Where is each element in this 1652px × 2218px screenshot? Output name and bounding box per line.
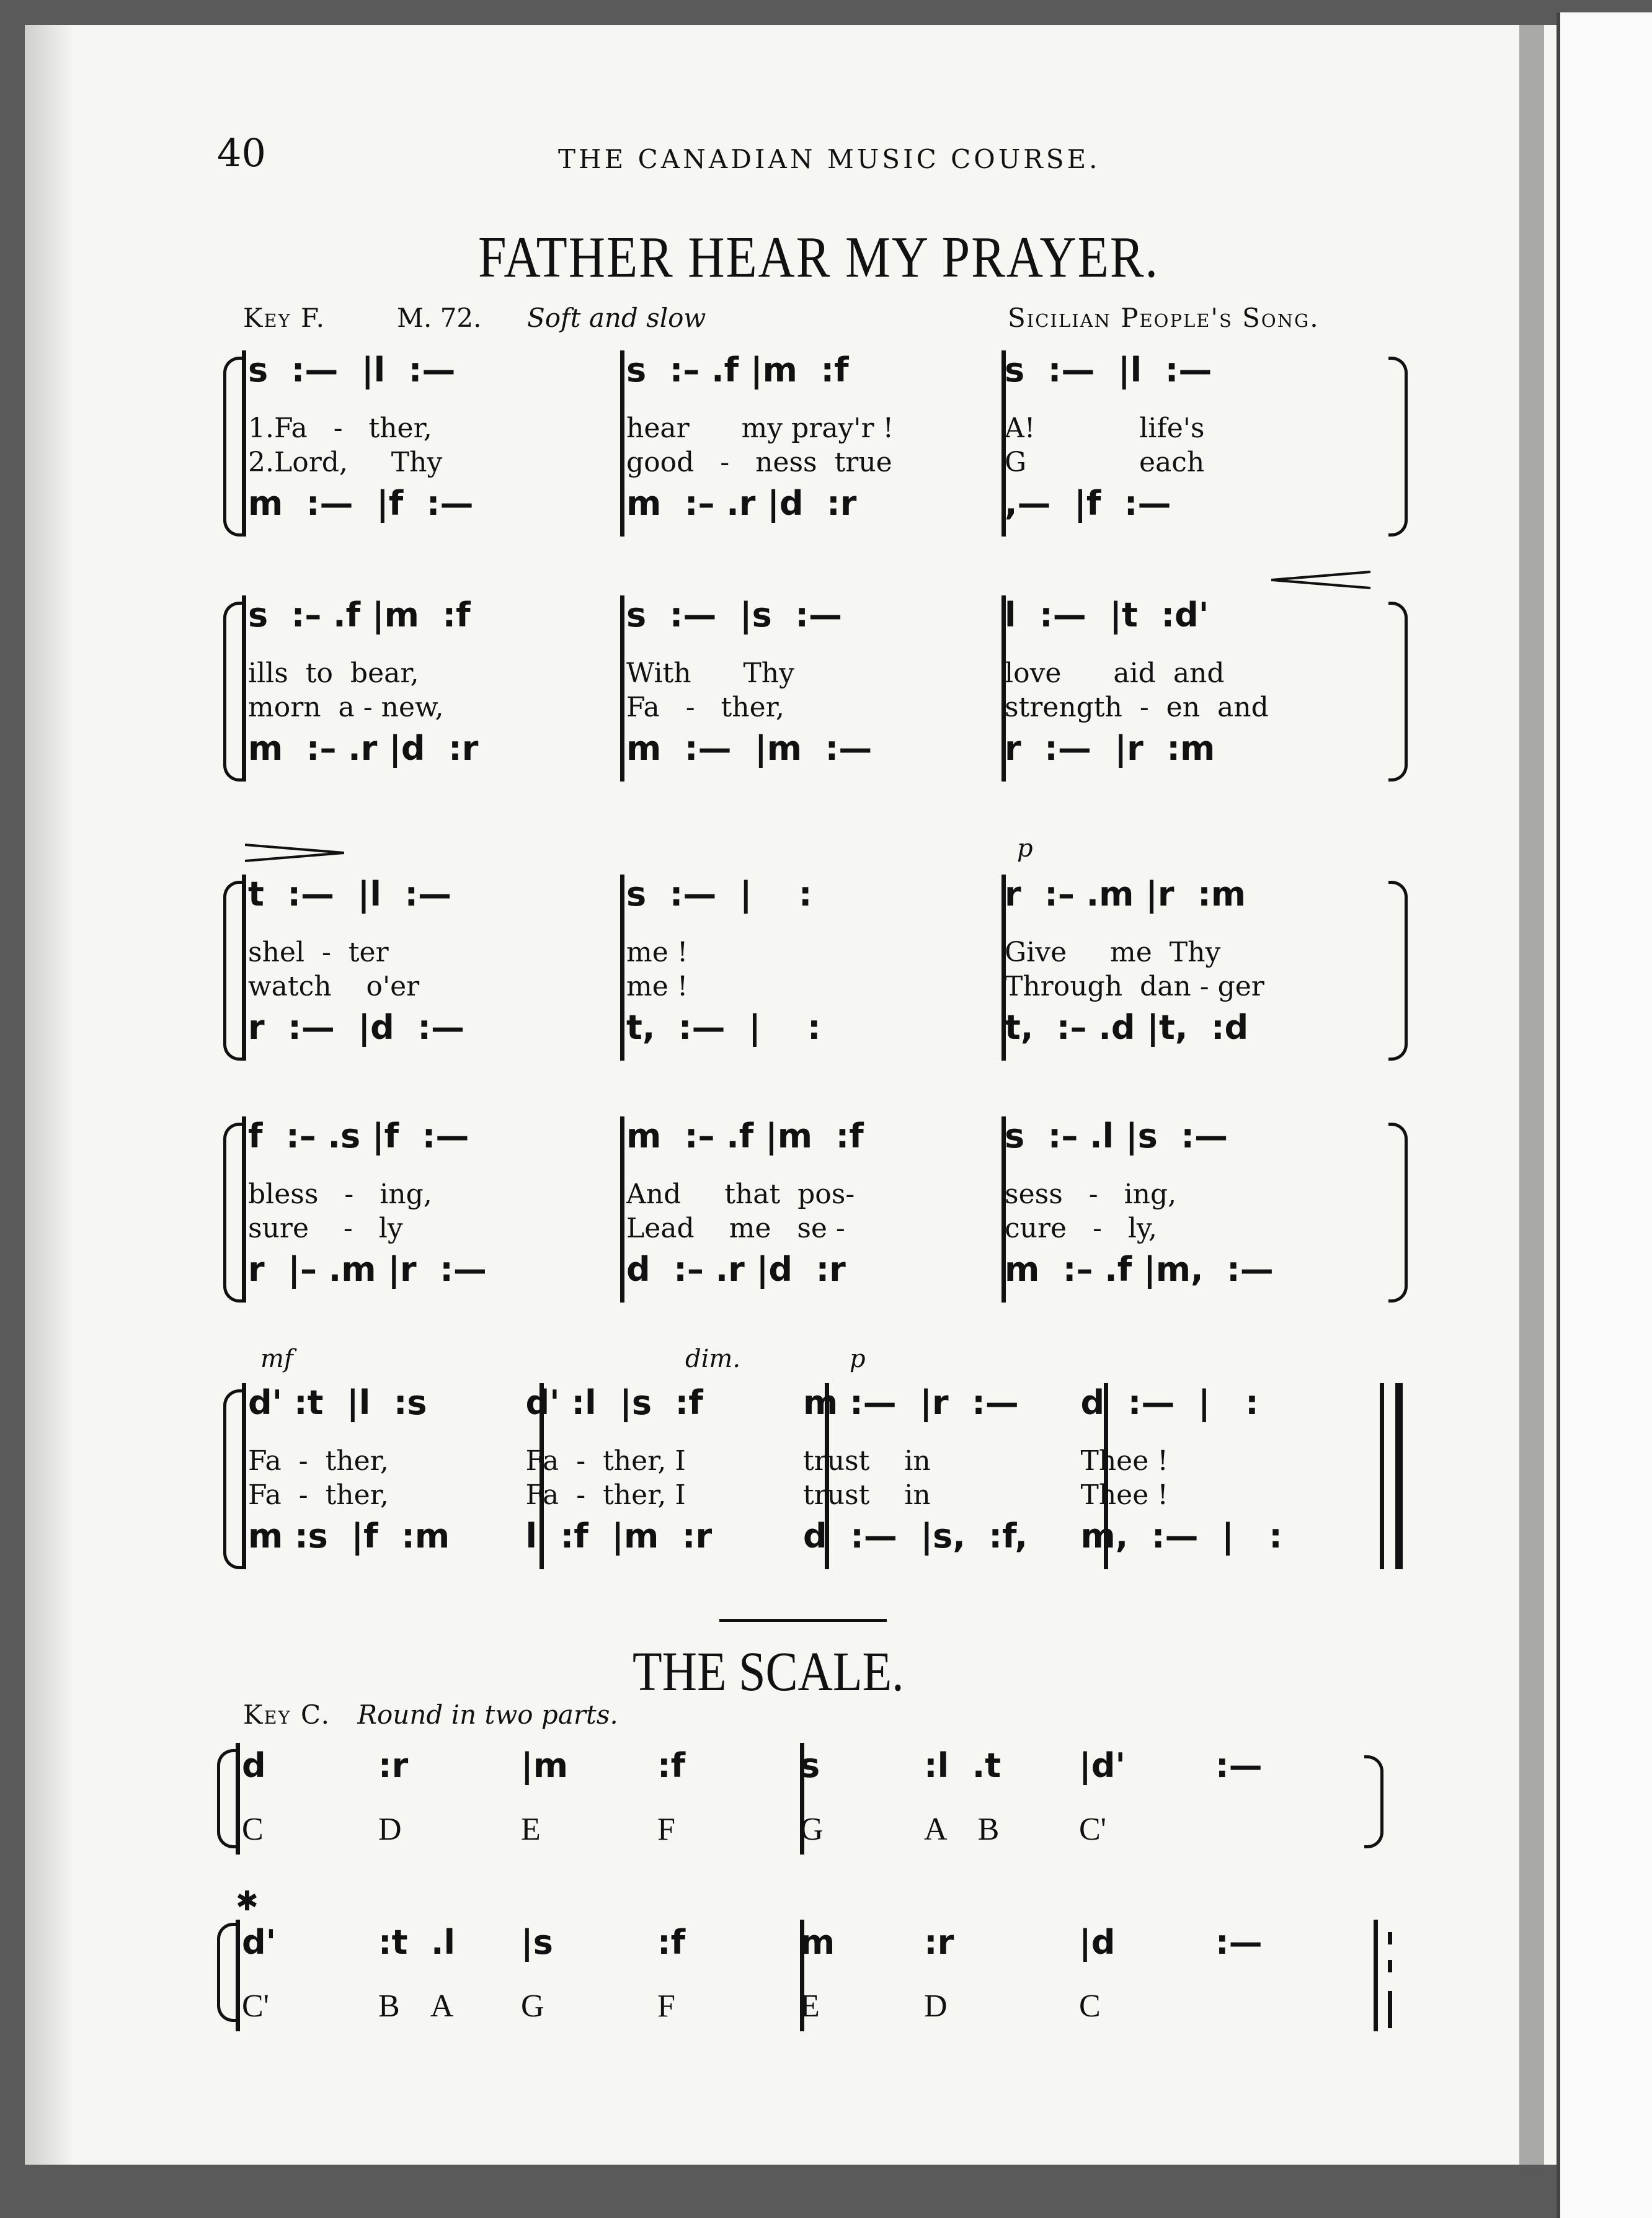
- note-group: r :— |d :—: [248, 1008, 464, 1047]
- bar-line: [242, 350, 246, 537]
- scale-letter: F: [657, 1989, 675, 2024]
- lyric-group: shel - ter: [248, 937, 389, 968]
- note-group: r :— |r :m: [1005, 729, 1215, 768]
- page-edge-band: [1519, 25, 1544, 2165]
- lyric-group: Give me Thy: [1005, 937, 1221, 968]
- verse-1-lyrics: [248, 412, 1383, 444]
- scale-brace-right: [1364, 1755, 1383, 1848]
- verse-2-lyrics: [248, 692, 1383, 723]
- lyric-group: good - ness true: [626, 447, 892, 478]
- bar-line: [236, 1743, 240, 1855]
- lyric-group: bless - ing,: [248, 1178, 432, 1210]
- song-key: Key F.: [243, 303, 326, 333]
- system-brace-left: [223, 1389, 242, 1569]
- system-brace-right: [1388, 357, 1408, 537]
- treble-notes-row: [248, 350, 1383, 390]
- system-brace-right: [1388, 1123, 1408, 1303]
- verse-2-lyrics: [248, 1213, 1383, 1244]
- scale-note: :l .t: [924, 1746, 1001, 1785]
- note-group: m :– .r |d :r: [626, 484, 857, 523]
- bass-notes-row: [248, 484, 1383, 523]
- scale-meta: [243, 1699, 618, 1730]
- scale-letter: C: [1079, 1989, 1101, 2024]
- round-entry-marker: ✱: [236, 1886, 259, 1917]
- scale-letter: E: [800, 1989, 820, 2024]
- scale-brace-left: [217, 1923, 236, 2022]
- scale-title: THE SCALE.: [633, 1640, 904, 1703]
- lyric-group: me !: [626, 937, 688, 968]
- lyric-group: trust in: [803, 1445, 931, 1477]
- repeat-dot: [1388, 1960, 1392, 1972]
- note-group: d :– .r |d :r: [626, 1250, 846, 1289]
- scale-note: |m: [521, 1746, 568, 1785]
- treble-notes-row: [248, 1383, 1358, 1422]
- scale-letter: F: [657, 1812, 675, 1847]
- treble-notes-row: [248, 1116, 1383, 1156]
- note-group: s :— | :: [626, 875, 812, 914]
- scale-note: :r: [924, 1923, 954, 1962]
- scale-line-1-notes: [242, 1746, 1290, 1785]
- note-group: ,— |f :—: [1005, 484, 1171, 523]
- scale-letter: C': [1079, 1812, 1107, 1847]
- lyric-group: strength - en and: [1005, 692, 1269, 723]
- bar-line: [242, 1116, 246, 1303]
- note-group: t, :— | :: [626, 1008, 821, 1047]
- scale-note: |d': [1079, 1746, 1126, 1785]
- scale-letter: E: [521, 1812, 541, 1847]
- lyric-group: trust in: [803, 1479, 931, 1511]
- lyric-group: And that pos-: [626, 1178, 855, 1210]
- note-group: d' :l |s :f: [525, 1383, 703, 1422]
- note-group: m :— |m :—: [626, 729, 873, 768]
- note-group: r :– .m |r :m: [1005, 875, 1246, 914]
- final-double-bar: [1380, 1383, 1384, 1569]
- music-system-2: [217, 589, 1408, 800]
- verse-1-lyrics: [248, 657, 1383, 689]
- system-brace-left: [223, 357, 242, 537]
- song-metronome: M. 72.: [397, 303, 482, 333]
- scale-letter: D: [378, 1812, 402, 1847]
- lyric-group: G each: [1005, 447, 1205, 478]
- song-tempo: Soft and slow: [527, 303, 706, 333]
- note-group: s :— |l :—: [1005, 350, 1212, 390]
- treble-notes-row: [248, 875, 1383, 914]
- scale-note: :t .l: [378, 1923, 456, 1962]
- scale-note: s: [800, 1746, 820, 1785]
- note-group: d' :t |l :s: [248, 1383, 427, 1422]
- lyric-group: Fa - ther,: [248, 1479, 389, 1511]
- note-group: d :— | :: [1080, 1383, 1259, 1422]
- note-group: t :— |l :—: [248, 875, 452, 914]
- scale-letter: G: [521, 1989, 544, 2024]
- note-group: l :f |m :r: [525, 1517, 713, 1556]
- page-number: 40: [217, 130, 266, 176]
- repeat-bar: [1388, 1991, 1392, 2028]
- lyric-group: 1.Fa - ther,: [248, 412, 432, 444]
- dynamic-diminuendo: dim.: [685, 1345, 741, 1373]
- running-title: THE CANADIAN MUSIC COURSE.: [558, 144, 1101, 174]
- system-brace-left: [223, 1123, 242, 1303]
- music-system-4: [217, 1110, 1408, 1321]
- note-group: f :– .s |f :—: [248, 1116, 469, 1156]
- note-group: d :— |s, :f,: [803, 1517, 1028, 1556]
- lyric-group: Lead me se -: [626, 1213, 845, 1244]
- dynamic-piano: p: [1017, 834, 1033, 863]
- song-title: FATHER HEAR MY PRAYER.: [477, 225, 1160, 290]
- scale-note: |s: [521, 1923, 553, 1962]
- music-system-5: [217, 1377, 1408, 1588]
- bar-line: [236, 1920, 240, 2031]
- final-double-bar: [1395, 1383, 1403, 1569]
- scale-line-2-notes: [242, 1923, 1290, 1962]
- lyric-group: watch o'er: [248, 971, 420, 1002]
- lyric-group: Thee !: [1080, 1479, 1168, 1511]
- scale-note: :—: [1215, 1923, 1263, 1962]
- system-brace-right: [1388, 881, 1408, 1061]
- note-group: s :– .l |s :—: [1005, 1116, 1228, 1156]
- lyric-group: Fa - ther,: [626, 692, 784, 723]
- verse-2-lyrics: [248, 971, 1383, 1002]
- scale-letter: C: [242, 1812, 264, 1847]
- dynamic-piano-2: p: [850, 1345, 866, 1373]
- bar-line: [242, 1383, 246, 1569]
- scale-note: m: [800, 1923, 835, 1962]
- lyric-group: sess - ing,: [1005, 1178, 1177, 1210]
- scale-letter: G: [800, 1812, 824, 1847]
- verse-1-lyrics: [248, 1445, 1358, 1477]
- system-brace-left: [223, 602, 242, 782]
- music-system-3: [217, 868, 1408, 1079]
- scale-letter: C': [242, 1989, 270, 2024]
- lyric-group: Through dan - ger: [1005, 971, 1264, 1002]
- note-group: m :– .f |m :f: [626, 1116, 864, 1156]
- bass-notes-row: [248, 1517, 1358, 1556]
- note-group: r |– .m |r :—: [248, 1250, 487, 1289]
- lyric-group: sure - ly: [248, 1213, 403, 1244]
- scale-note: |d: [1079, 1923, 1116, 1962]
- note-group: m :— |f :—: [248, 484, 474, 523]
- lyric-group: morn a - new,: [248, 692, 444, 723]
- note-group: s :— |s :—: [626, 595, 842, 635]
- lyric-group: With Thy: [626, 657, 795, 689]
- system-brace-left: [223, 881, 242, 1061]
- repeat-dot: [1388, 1932, 1392, 1944]
- scale-letter: A B: [924, 1812, 1000, 1847]
- note-group: m :– .f |m, :—: [1005, 1250, 1274, 1289]
- note-group: s :– .f |m :f: [626, 350, 849, 390]
- lyric-group: ills to bear,: [248, 657, 419, 689]
- scale-note: :r: [378, 1746, 409, 1785]
- section-divider: [719, 1619, 887, 1622]
- bar-line: [242, 875, 246, 1061]
- scale-note: :f: [657, 1923, 686, 1962]
- scale-note: d': [242, 1923, 277, 1962]
- bass-notes-row: [248, 1008, 1383, 1047]
- note-group: m :– .r |d :r: [248, 729, 479, 768]
- lyric-group: Fa - ther, I: [525, 1479, 686, 1511]
- lyric-group: love aid and: [1005, 657, 1225, 689]
- scale-note: d: [242, 1746, 266, 1785]
- lyric-group: Fa - ther, I: [525, 1445, 686, 1477]
- bass-notes-row: [248, 1250, 1383, 1289]
- decrescendo-hairpin: [245, 844, 344, 862]
- scale-letter: B A: [378, 1989, 454, 2024]
- lyric-group: A! life's: [1005, 412, 1205, 444]
- lyric-group: 2.Lord, Thy: [248, 447, 443, 478]
- note-group: l :— |t :d': [1005, 595, 1209, 635]
- crescendo-hairpin: [1271, 571, 1370, 589]
- page-gutter-shadow: [25, 25, 74, 2165]
- repeat-bar: [1374, 1920, 1378, 2031]
- scanner-margin: [1557, 12, 1652, 2218]
- lyric-group: cure - ly,: [1005, 1213, 1157, 1244]
- dynamic-mezzo-forte: mf: [260, 1345, 293, 1373]
- scale-key: Key C.: [243, 1699, 331, 1730]
- scale-note: :—: [1215, 1746, 1263, 1785]
- verse-2-lyrics: [248, 447, 1383, 478]
- system-brace-right: [1388, 602, 1408, 782]
- note-group: s :– .f |m :f: [248, 595, 471, 635]
- scale-letter: D: [924, 1989, 948, 2024]
- scale-brace-left: [217, 1749, 236, 1848]
- treble-notes-row: [248, 595, 1383, 635]
- lyric-group: Fa - ther,: [248, 1445, 389, 1477]
- note-group: m :s |f :m: [248, 1517, 450, 1556]
- bass-notes-row: [248, 729, 1383, 768]
- note-group: m, :— | :: [1080, 1517, 1282, 1556]
- bar-line: [242, 595, 246, 782]
- note-group: m :— |r :—: [803, 1383, 1019, 1422]
- verse-2-lyrics: [248, 1479, 1358, 1511]
- scale-instruction: Round in two parts.: [357, 1699, 618, 1730]
- music-system-1: [217, 344, 1408, 555]
- scale-note: :f: [657, 1746, 686, 1785]
- note-group: s :— |l :—: [248, 350, 456, 390]
- verse-1-lyrics: [248, 937, 1383, 968]
- lyric-group: me !: [626, 971, 688, 1002]
- scale-line-2-letters: [242, 1988, 1215, 2024]
- note-group: t, :– .d |t, :d: [1005, 1008, 1249, 1047]
- song-source: Sicilian People's Song.: [1008, 303, 1320, 333]
- scale-line-1-letters: [242, 1811, 1215, 1848]
- lyric-group: Thee !: [1080, 1445, 1168, 1477]
- lyric-group: hear my pray'r !: [626, 412, 894, 444]
- verse-1-lyrics: [248, 1178, 1383, 1210]
